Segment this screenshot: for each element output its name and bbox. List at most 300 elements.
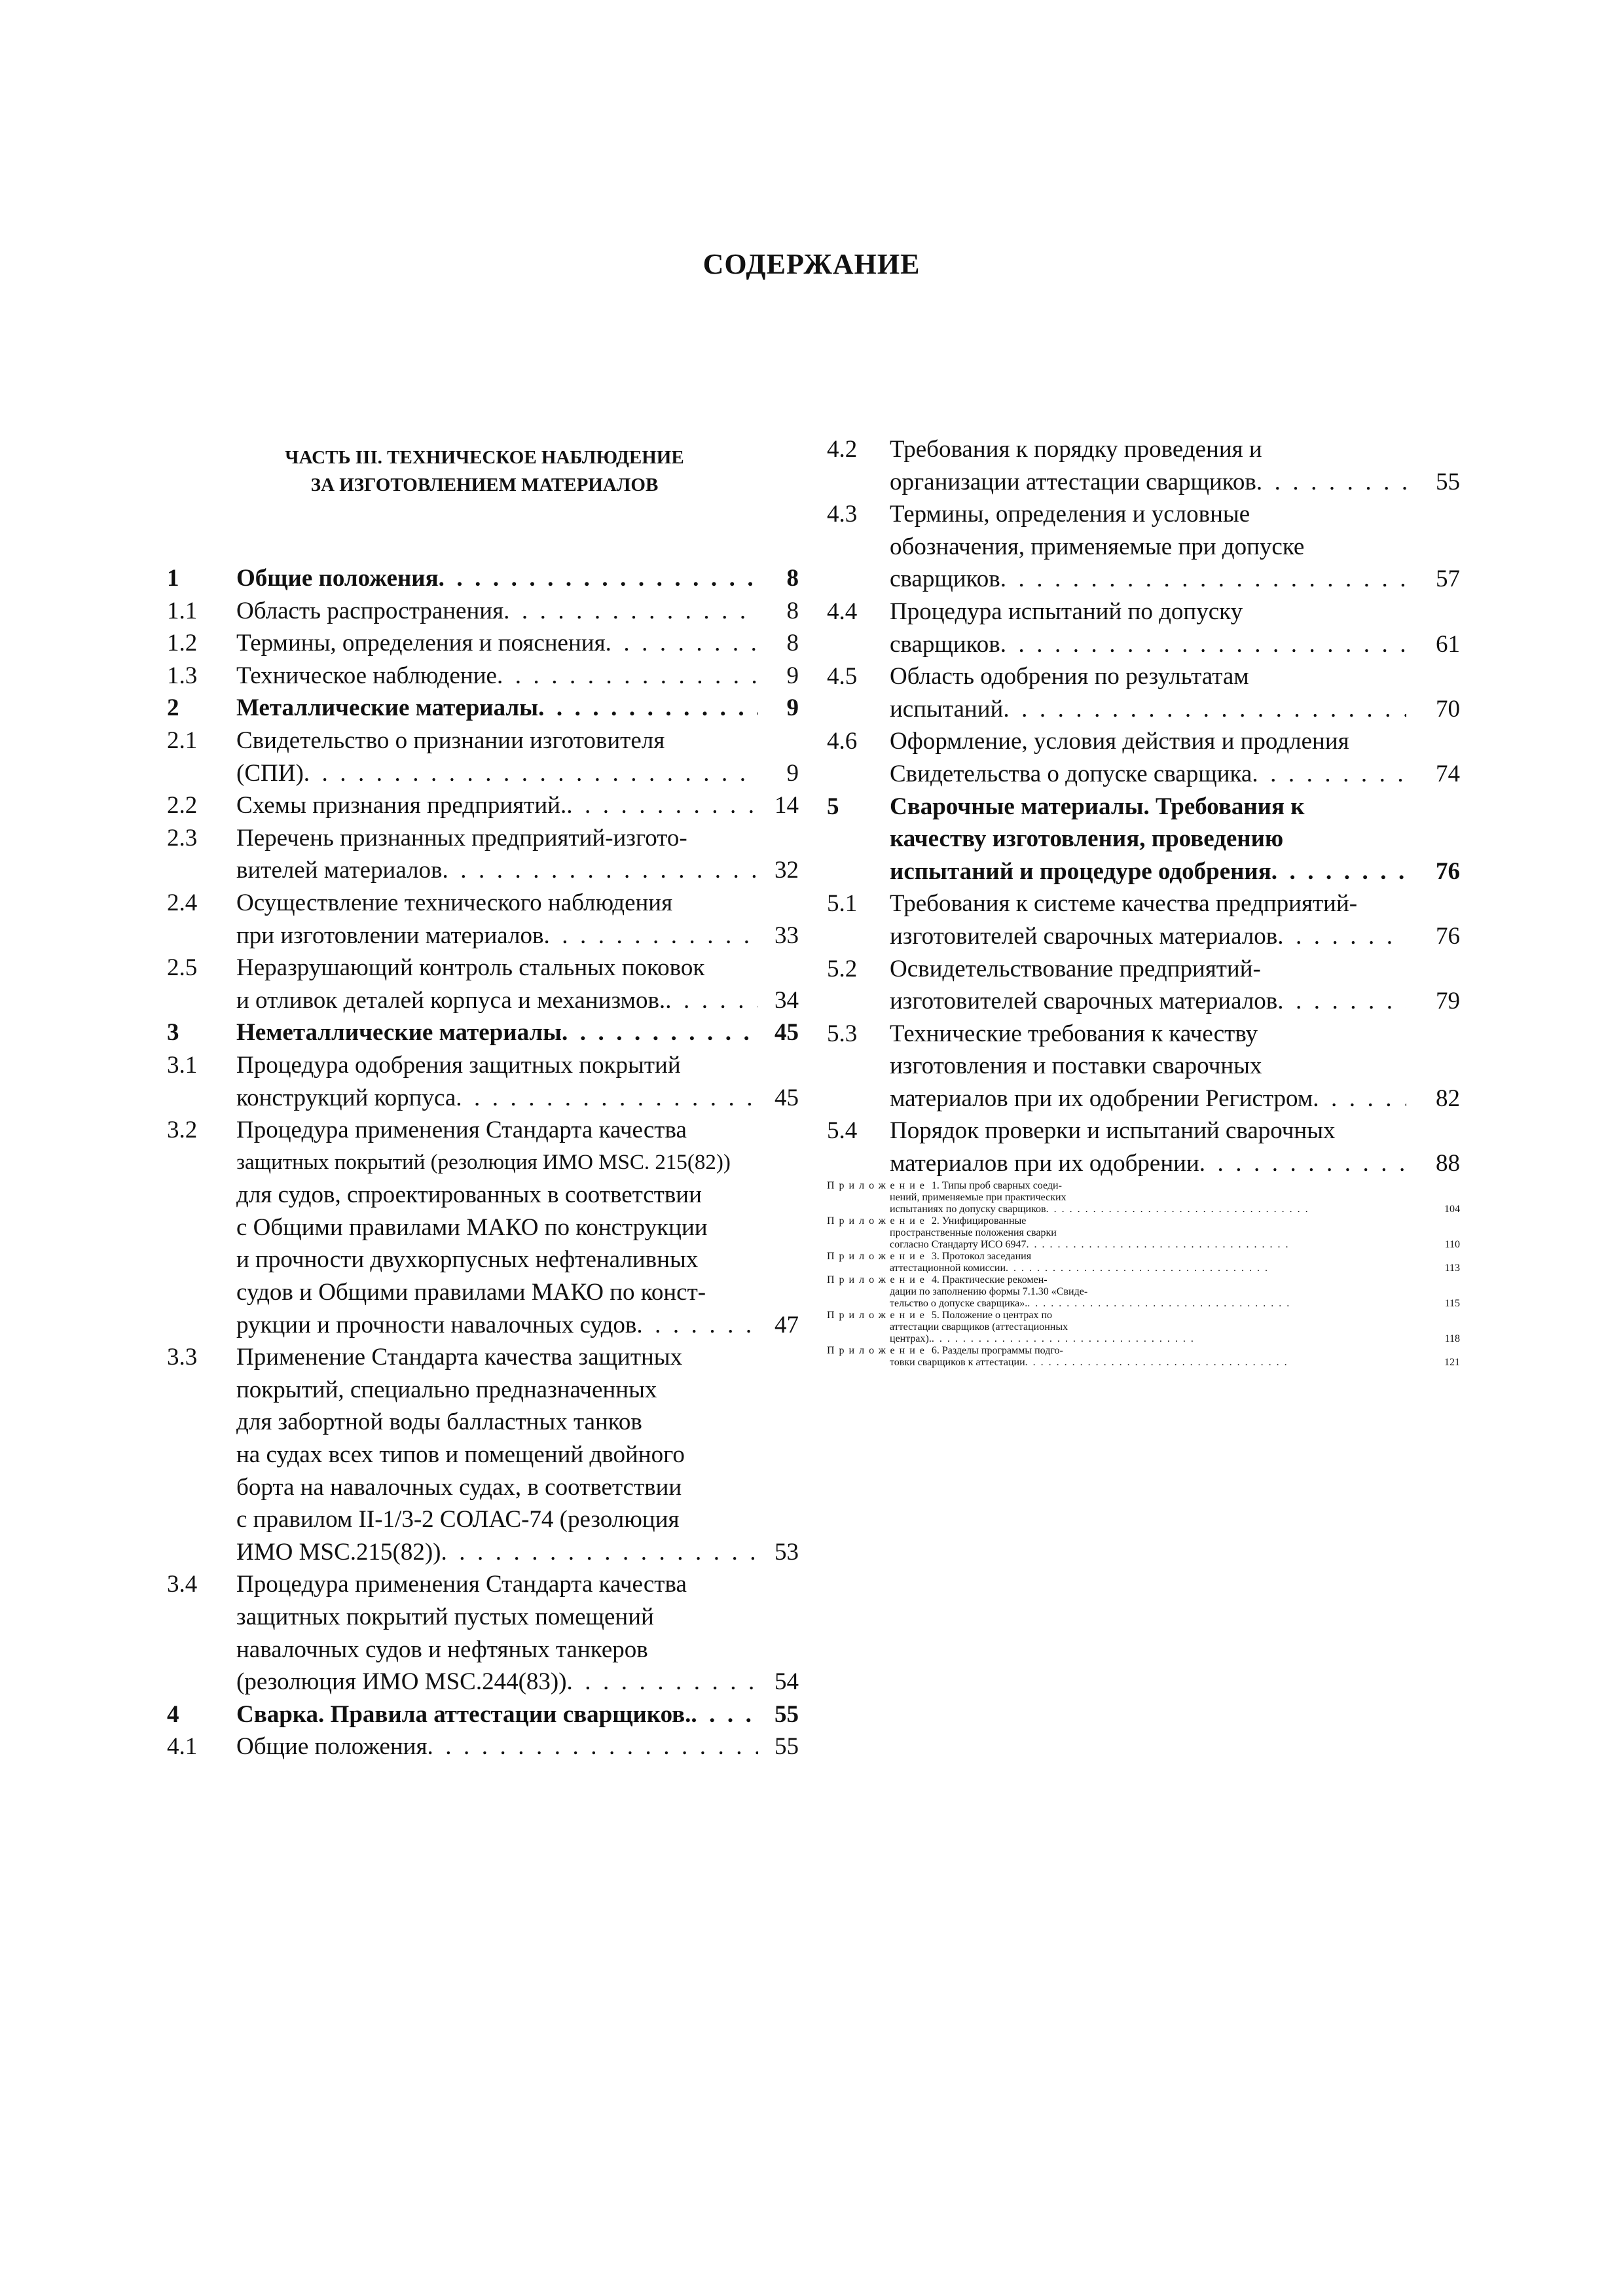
toc-page-number: 34	[775, 986, 799, 1014]
toc-entry-title	[236, 660, 799, 692]
toc-entry-text: сварщиков	[890, 565, 1000, 593]
dot-leader	[543, 920, 758, 952]
toc-entry-text: для судов, спроектированных в соответствии	[236, 1181, 702, 1209]
toc-entry-number: 2.1	[167, 726, 198, 754]
toc-page-number: 55	[1436, 468, 1460, 495]
dot-leader	[304, 757, 758, 790]
toc-entry-line	[890, 628, 1460, 661]
toc-entry-line	[890, 823, 1460, 855]
toc-entry[interactable]	[167, 1731, 799, 1763]
dot-leader	[1027, 1239, 1406, 1251]
toc-entry-number: 1	[167, 565, 179, 592]
toc-entry-line	[890, 596, 1460, 628]
toc-entry-line	[236, 660, 799, 692]
toc-entry[interactable]	[827, 660, 1460, 725]
toc-entry-line	[890, 531, 1460, 564]
toc-entry-title	[890, 953, 1460, 1018]
toc-entry[interactable]	[167, 887, 799, 952]
appendix-page-number: 115	[1444, 1297, 1460, 1309]
toc-entry-line	[890, 660, 1460, 693]
appendix-entry[interactable]	[827, 1180, 1460, 1215]
toc-entry-number: 5	[827, 793, 839, 820]
toc-entry-title	[236, 595, 799, 628]
appendix-text: согласно Стандарту ИСО 6947	[890, 1238, 1027, 1250]
toc-page-number: 9	[786, 694, 799, 722]
toc-entry-number: 1.1	[167, 597, 198, 624]
toc-entry-text: Освидетельствование предприятий-	[890, 955, 1261, 982]
toc-entry-text: Требования к системе качества предприятий-	[890, 890, 1358, 918]
toc-entry-text: с правилом II-1/3-2 СОЛАС-74 (резолюция	[236, 1506, 680, 1534]
toc-entry-text: (резолюция ИМО MSC.244(83))	[236, 1668, 567, 1696]
dot-leader	[1313, 1083, 1406, 1115]
toc-page-number: 9	[786, 662, 799, 689]
toc-entry-title	[236, 1341, 799, 1568]
appendix-line	[827, 1357, 1460, 1369]
toc-entry-line	[890, 953, 1460, 986]
toc-page-number: 47	[775, 1311, 799, 1338]
appendix-title-start: 1. Типы проб сварных соеди-	[928, 1179, 1062, 1191]
toc-entry-title	[890, 1018, 1460, 1115]
appendix-text: испытаниях по допуску сварщиков	[890, 1203, 1046, 1215]
toc-entry-text: изготовителей сварочных материалов	[890, 922, 1278, 950]
appendix-line	[827, 1227, 1460, 1239]
toc-entry-line	[236, 692, 799, 725]
appendix-page-number: 104	[1444, 1203, 1460, 1215]
toc-entry-line	[236, 1309, 799, 1342]
toc-entry-line	[236, 1601, 799, 1634]
toc-entry[interactable]	[827, 953, 1460, 1018]
toc-entry-title	[890, 596, 1460, 660]
toc-entry-title	[890, 498, 1460, 596]
toc-entry-line	[236, 1731, 799, 1763]
toc-entry[interactable]	[167, 595, 799, 628]
dot-leader	[562, 1016, 758, 1049]
toc-page-number: 88	[1436, 1150, 1460, 1177]
toc-entry-line	[236, 887, 799, 920]
dot-leader	[1271, 855, 1406, 888]
toc-entry[interactable]	[167, 952, 799, 1016]
toc-entry[interactable]	[827, 1018, 1460, 1115]
toc-page-number: 14	[775, 792, 799, 819]
toc-entry-line	[890, 433, 1460, 466]
toc-left-column	[167, 562, 799, 1763]
toc-entry-text: испытаний	[890, 695, 1004, 723]
toc-entry[interactable]	[827, 498, 1460, 596]
part-heading-line1: ЧАСТЬ III. ТЕХНИЧЕСКОЕ НАБЛЮДЕНИЕ	[285, 447, 684, 468]
appendix-title-start: 6. Разделы программы подго-	[928, 1344, 1063, 1356]
dot-leader	[1003, 693, 1406, 726]
toc-entry-number: 5.4	[827, 1117, 858, 1145]
appendix-text: тельство о допуске сварщика».	[890, 1297, 1028, 1309]
toc-entry-number: 2	[167, 694, 179, 722]
toc-entry-text: рукции и прочности навалочных судов	[236, 1311, 637, 1338]
dot-leader	[1025, 1357, 1406, 1369]
toc-page-number: 82	[1436, 1085, 1460, 1112]
toc-entry-number: 1.2	[167, 630, 198, 657]
dot-leader	[1006, 1263, 1406, 1274]
toc-entry-text: обозначения, применяемые при допуске	[890, 533, 1305, 560]
toc-page-number: 45	[775, 1019, 799, 1047]
dot-leader	[456, 1082, 758, 1115]
toc-page-number: 70	[1436, 695, 1460, 723]
toc-entry-text: Общие положения	[236, 565, 439, 592]
dot-leader	[1199, 1147, 1406, 1180]
toc-page-number: 79	[1436, 988, 1460, 1015]
toc-entry-line	[236, 1016, 799, 1049]
appendix-entry[interactable]	[827, 1215, 1460, 1251]
toc-entry-text: Свидетельства о допуске сварщика	[890, 760, 1252, 787]
toc-entry-text: Область одобрения по результатам	[890, 663, 1249, 691]
toc-entry-line	[236, 1114, 799, 1147]
toc-entry-line	[890, 1083, 1460, 1115]
toc-entry-line	[236, 1536, 799, 1569]
toc-entry-line	[236, 627, 799, 660]
appendix-text: товки сварщиков к аттестации	[890, 1356, 1025, 1368]
appendix-title-start: 5. Положение о центрах по	[928, 1309, 1053, 1321]
toc-page-number: 45	[775, 1084, 799, 1111]
toc-entry-text: для забортной воды балластных танков	[236, 1408, 642, 1436]
toc-entry-text: судов и Общими правилами МАКО по конст-	[236, 1279, 706, 1306]
appendix-text: дации по заполнению формы 7.1.30 «Свиде-	[890, 1285, 1088, 1297]
appendix-label: Приложение	[827, 1179, 929, 1191]
toc-entry-number: 2.5	[167, 954, 198, 982]
dot-leader	[1000, 628, 1406, 661]
toc-entry-line	[236, 822, 799, 855]
toc-entry[interactable]	[827, 433, 1460, 498]
toc-entry-line	[236, 1666, 799, 1698]
toc-entry-number: 5.2	[827, 955, 858, 982]
toc-entry-title	[236, 822, 799, 887]
toc-entry-text: при изготовлении материалов	[236, 922, 544, 949]
appendix-text: нений, применяемые при практических	[890, 1191, 1067, 1203]
toc-entry-line	[236, 1244, 799, 1276]
toc-entry-text: вителей материалов	[236, 857, 443, 884]
appendix-label: Приложение	[827, 1309, 929, 1321]
toc-entry-line	[890, 758, 1460, 791]
toc-entry-line	[890, 498, 1460, 531]
dot-leader	[443, 854, 759, 887]
toc-entry[interactable]	[167, 692, 799, 725]
appendix-first-line	[827, 1251, 1460, 1263]
toc-page-number: 53	[775, 1538, 799, 1566]
toc-entry-number: 3.1	[167, 1051, 198, 1079]
toc-entry-number: 4.3	[827, 501, 858, 528]
toc-entry-line	[890, 855, 1460, 888]
toc-entry-text: Процедура испытаний по допуску	[890, 598, 1243, 625]
toc-entry-title	[890, 660, 1460, 725]
appendix-line	[827, 1192, 1460, 1204]
toc-entry-text: на судах всех типов и помещений двойного	[236, 1441, 685, 1469]
appendix-line	[827, 1321, 1460, 1333]
toc-entry[interactable]	[827, 725, 1460, 790]
appendix-text: центрах).	[890, 1333, 932, 1344]
toc-entry-text: Оформление, условия действия и продления	[890, 728, 1349, 755]
toc-entry-line	[890, 920, 1460, 953]
toc-entry-line	[890, 1147, 1460, 1180]
toc-entry-title	[890, 1115, 1460, 1179]
toc-entry-line	[890, 1018, 1460, 1050]
toc-entry-number: 3	[167, 1019, 179, 1047]
toc-entry[interactable]	[827, 791, 1460, 888]
toc-entry-line	[236, 725, 799, 757]
toc-entry-text: Процедура применения Стандарта качества	[236, 1571, 687, 1598]
toc-entry-text: Процедура применения Стандарта качества	[236, 1117, 687, 1144]
toc-entry-title	[236, 1731, 799, 1763]
dot-leader	[566, 789, 758, 822]
toc-entry-title	[236, 725, 799, 789]
toc-entry-number: 4.4	[827, 598, 858, 625]
appendix-title-start: 2. Унифицированные	[928, 1215, 1027, 1227]
appendix-label: Приложение	[827, 1250, 929, 1262]
toc-entry-number: 4.1	[167, 1733, 198, 1761]
appendix-page-number: 121	[1444, 1356, 1460, 1368]
appendix-first-line	[827, 1180, 1460, 1192]
appendix-label: Приложение	[827, 1215, 929, 1227]
toc-entry-line	[236, 1698, 799, 1731]
toc-entry-line	[236, 595, 799, 628]
dot-leader	[441, 1536, 758, 1569]
toc-entry-line	[890, 888, 1460, 920]
toc-entry-line	[890, 693, 1460, 726]
toc-page-number: 76	[1436, 857, 1460, 885]
toc-page-number: 61	[1436, 630, 1460, 658]
toc-entry-line	[890, 1050, 1460, 1083]
toc-entry-text: изготовителей сварочных материалов	[890, 988, 1278, 1015]
appendix-line	[827, 1286, 1460, 1298]
appendix-line	[827, 1263, 1460, 1274]
appendix-page-number: 118	[1444, 1333, 1460, 1344]
toc-entry-title	[236, 952, 799, 1016]
toc-entry-text: материалов при их одобрении Регистром	[890, 1085, 1313, 1112]
toc-entry-title	[236, 1114, 799, 1341]
toc-page-number: 55	[775, 1700, 799, 1728]
dot-leader	[691, 1698, 758, 1731]
appendix-line	[827, 1333, 1460, 1345]
toc-entry-title	[236, 1049, 799, 1114]
toc-entry-text: и отливок деталей корпуса и механизмов.	[236, 986, 666, 1014]
toc-page-number: 57	[1436, 565, 1460, 593]
appendix-line	[827, 1239, 1460, 1251]
toc-entry-text: испытаний и процедуре одобрения	[890, 857, 1271, 885]
toc-entry-text: Перечень признанных предприятий-изгото-	[236, 824, 687, 852]
toc-page-number: 33	[775, 922, 799, 949]
toc-entry-line	[236, 920, 799, 952]
toc-entry-line	[236, 1568, 799, 1601]
appendix-line	[827, 1204, 1460, 1215]
page-title: СОДЕРЖАНИЕ	[702, 248, 921, 280]
toc-entry-line	[890, 563, 1460, 596]
toc-entry-line	[236, 1341, 799, 1374]
toc-entry-text: (СПИ)	[236, 759, 304, 787]
toc-entry[interactable]	[167, 627, 799, 660]
toc-entry-line	[236, 1471, 799, 1504]
toc-entry-text: Сварка. Правила аттестации сварщиков.	[236, 1700, 691, 1728]
appendix-entry[interactable]	[827, 1310, 1460, 1345]
toc-entry-line	[236, 1406, 799, 1439]
appendix-label: Приложение	[827, 1274, 929, 1285]
toc-entry[interactable]	[167, 1341, 799, 1568]
dot-leader	[1256, 466, 1406, 499]
toc-entry-title	[236, 789, 799, 822]
toc-page-number: 55	[775, 1733, 799, 1761]
part-heading-line2: ЗА ИЗГОТОВЛЕНИЕМ МАТЕРИАЛОВ	[310, 475, 659, 495]
dot-leader	[636, 1309, 758, 1342]
appendix-text: пространственные положения сварки	[890, 1227, 1057, 1238]
toc-entry-text: Неразрушающий контроль стальных поковок	[236, 954, 705, 982]
toc-entry-text: Процедура одобрения защитных покрытий	[236, 1051, 681, 1079]
toc-entry-line	[890, 725, 1460, 758]
toc-page-number: 32	[775, 857, 799, 884]
toc-entry-number: 3.4	[167, 1571, 198, 1598]
toc-entry-text: материалов при их одобрении	[890, 1150, 1199, 1177]
appendix-page-number: 113	[1444, 1262, 1460, 1274]
toc-entry-text: Технические требования к качеству	[890, 1020, 1258, 1047]
toc-entry-text: организации аттестации сварщиков	[890, 468, 1256, 495]
toc-entry-text: защитных покрытий (резолюция ИМО MSC. 215(82))	[236, 1150, 731, 1174]
toc-entry-text: Требования к порядку проведения и	[890, 436, 1262, 463]
toc-entry[interactable]	[167, 1016, 799, 1049]
toc-entry[interactable]	[827, 888, 1460, 952]
toc-entry-number: 2.4	[167, 889, 198, 916]
toc-entry-number: 4.6	[827, 728, 858, 755]
toc-entry-line	[890, 1115, 1460, 1147]
toc-entry-line	[236, 757, 799, 790]
toc-entry-title	[890, 433, 1460, 498]
toc-entry-number: 1.3	[167, 662, 198, 689]
dot-leader	[665, 984, 758, 1017]
toc-entry[interactable]	[827, 596, 1460, 660]
toc-entry-line	[236, 1439, 799, 1471]
toc-entry-text: сварщиков	[890, 630, 1000, 658]
toc-entry-text: изготовления и поставки сварочных	[890, 1052, 1262, 1080]
toc-entry-title	[236, 627, 799, 660]
toc-entry-title	[236, 562, 799, 595]
dot-leader	[439, 562, 758, 595]
appendix-text: аттестационной комиссии	[890, 1262, 1006, 1274]
dot-leader	[606, 627, 758, 660]
appendix-entry[interactable]	[827, 1345, 1460, 1369]
toc-entry-number: 4	[167, 1700, 179, 1728]
toc-entry-title	[890, 725, 1460, 790]
toc-entry[interactable]	[167, 660, 799, 692]
toc-entry-text: Свидетельство о признании изготовителя	[236, 726, 665, 754]
toc-page-number: 76	[1436, 922, 1460, 950]
toc-entry-line	[236, 952, 799, 984]
toc-entry[interactable]	[167, 789, 799, 822]
toc-entry[interactable]	[167, 1049, 799, 1114]
toc-entry[interactable]	[167, 1698, 799, 1731]
toc-entry-number: 4.5	[827, 663, 858, 691]
toc-entry-text: Неметаллические материалы	[236, 1019, 562, 1047]
toc-entry-line	[890, 791, 1460, 823]
toc-entry-text: навалочных судов и нефтяных танкеров	[236, 1636, 648, 1663]
toc-entry-line	[236, 1147, 799, 1179]
toc-entry[interactable]	[167, 562, 799, 595]
appendix-title-start: 4. Практические рекомен-	[928, 1274, 1048, 1285]
appendix-line	[827, 1298, 1460, 1310]
toc-entry-text: Сварочные материалы. Требования к	[890, 793, 1305, 820]
toc-entry-number: 5.3	[827, 1020, 858, 1047]
toc-entry-line	[236, 562, 799, 595]
toc-entry[interactable]	[167, 822, 799, 887]
toc-entry-text: и прочности двухкорпусных нефтеналивных	[236, 1246, 699, 1274]
toc-entry-text: Термины, определения и пояснения	[236, 630, 606, 657]
toc-entry[interactable]	[167, 1568, 799, 1698]
toc-entry-title	[236, 887, 799, 952]
toc-page-number: 8	[786, 565, 799, 592]
toc-entry-text: Термины, определения и условные	[890, 501, 1250, 528]
toc-entry-line	[236, 1179, 799, 1211]
toc-entry-text: защитных покрытий пустых помещений	[236, 1604, 654, 1630]
appendix-label: Приложение	[827, 1344, 929, 1356]
appendix-first-line	[827, 1310, 1460, 1321]
toc-entry-line	[890, 466, 1460, 499]
toc-entry-title	[236, 1568, 799, 1698]
toc-entry-title	[236, 692, 799, 725]
dot-leader	[538, 692, 758, 725]
toc-entry-text: конструкций корпуса	[236, 1084, 456, 1111]
dot-leader	[567, 1666, 758, 1698]
dot-leader	[503, 595, 758, 628]
appendix-text: аттестации сварщиков (аттестационных	[890, 1321, 1068, 1333]
appendix-entry[interactable]	[827, 1251, 1460, 1274]
toc-entry-line	[236, 1503, 799, 1536]
toc-entry-number: 2.2	[167, 792, 198, 819]
toc-entry-line	[236, 984, 799, 1017]
dot-leader	[1277, 920, 1406, 953]
toc-entry-number: 3.3	[167, 1344, 198, 1371]
toc-entry-text: Схемы признания предприятий.	[236, 792, 567, 819]
toc-entry-line	[236, 1374, 799, 1407]
toc-entry-text: Общие положения	[236, 1733, 428, 1761]
toc-page-number: 54	[775, 1668, 799, 1696]
toc-entry-line	[236, 854, 799, 887]
toc-entry-text: качеству изготовления, проведению	[890, 825, 1284, 853]
appendix-page-number: 110	[1444, 1238, 1460, 1250]
toc-entry[interactable]	[827, 1115, 1460, 1179]
appendix-entry[interactable]	[827, 1274, 1460, 1310]
dot-leader	[932, 1333, 1406, 1345]
toc-entry-title	[890, 888, 1460, 952]
toc-entry[interactable]	[167, 725, 799, 789]
toc-entry-text: Порядок проверки и испытаний сварочных	[890, 1117, 1336, 1145]
toc-right-column	[827, 433, 1460, 1369]
dot-leader	[497, 660, 758, 692]
toc-entry-line	[890, 985, 1460, 1018]
toc-entry-text: с Общими правилами МАКО по конструкции	[236, 1213, 708, 1241]
toc-entry-line	[236, 1276, 799, 1309]
toc-entry-number: 3.2	[167, 1117, 198, 1144]
toc-entry-text: ИМО MSC.215(82))	[236, 1538, 441, 1566]
appendix-first-line	[827, 1274, 1460, 1286]
toc-entry-line	[236, 1211, 799, 1244]
dot-leader	[427, 1731, 758, 1763]
dot-leader	[1046, 1204, 1406, 1215]
toc-entry[interactable]	[167, 1114, 799, 1341]
toc-entry-text: покрытий, специально предназначенных	[236, 1376, 657, 1403]
toc-entry-number: 2.3	[167, 824, 198, 852]
appendix-first-line	[827, 1215, 1460, 1227]
toc-entry-text: Область распространения	[236, 597, 504, 624]
toc-page-number: 8	[786, 597, 799, 624]
appendix-title-start: 3. Протокол заседания	[928, 1250, 1032, 1262]
toc-entry-title	[890, 791, 1460, 888]
toc-entry-line	[236, 1049, 799, 1082]
toc-entry-line	[236, 1634, 799, 1666]
part-heading	[170, 444, 799, 499]
toc-entry-text: Металлические материалы	[236, 694, 539, 722]
appendix-first-line	[827, 1345, 1460, 1357]
